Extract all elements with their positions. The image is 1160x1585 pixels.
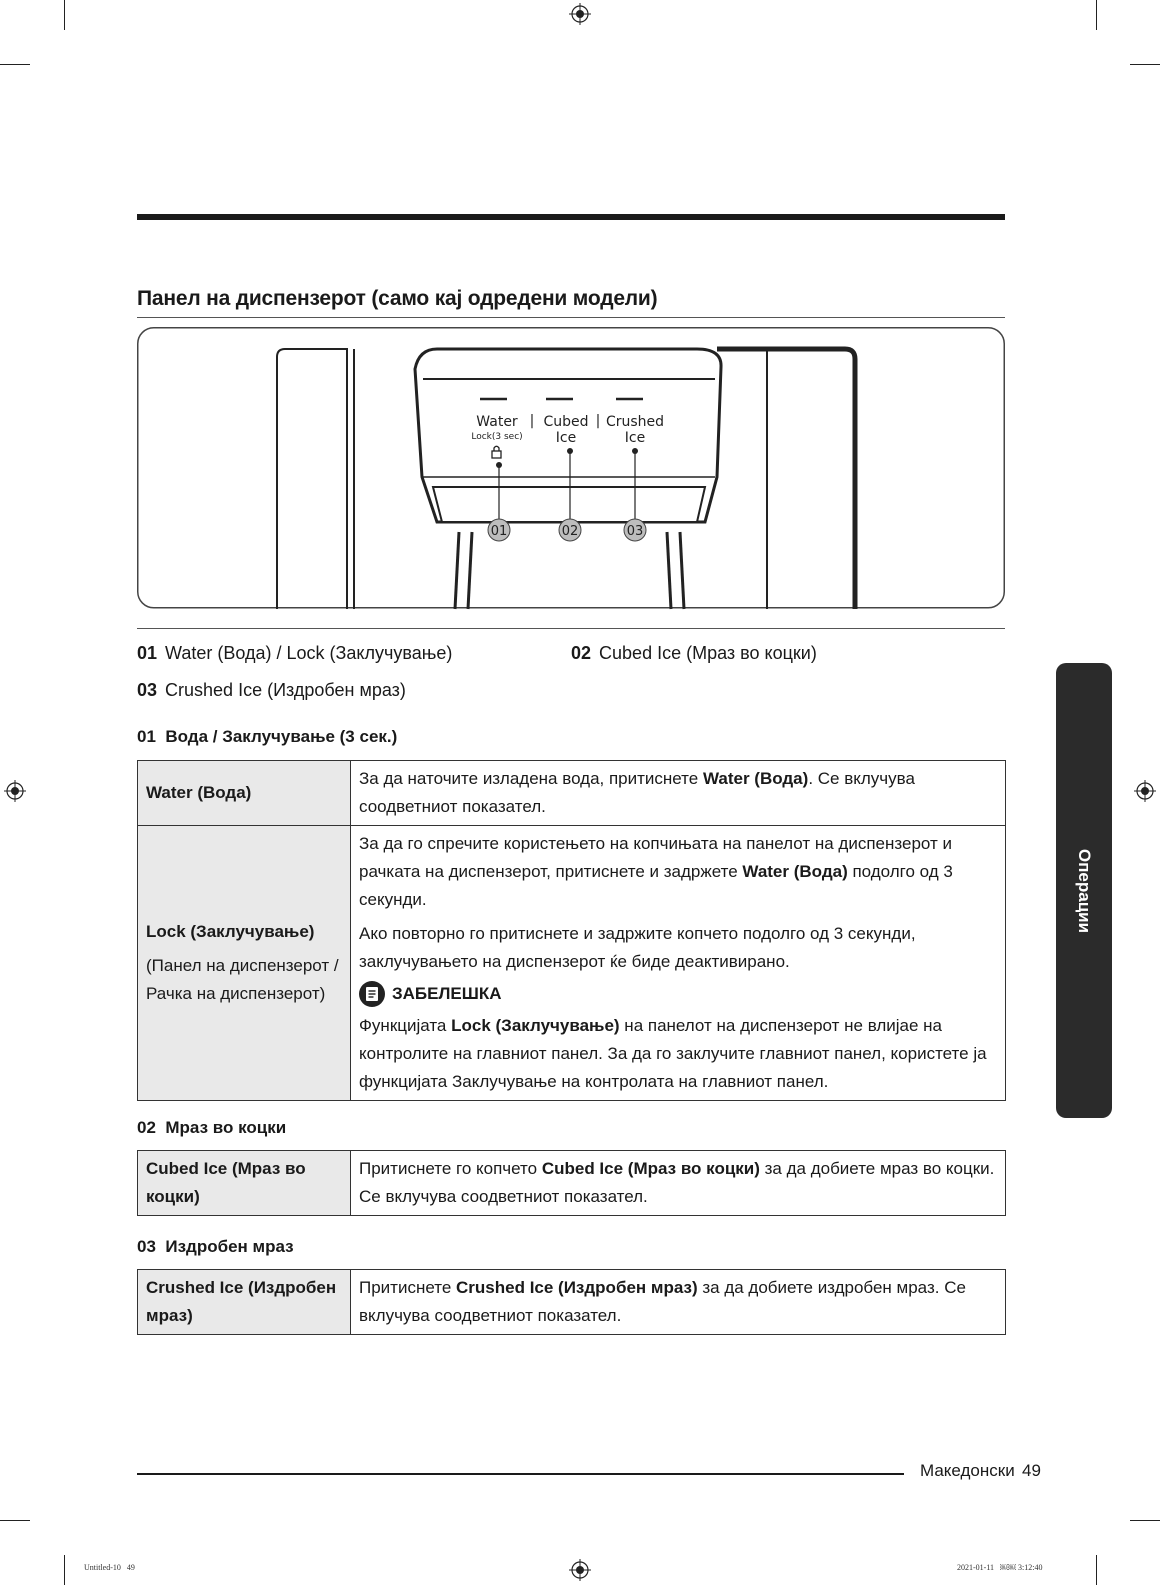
- table-value: За да го спречите користењето на копчињата на панелот на диспензерот и рачката на диспензерот, притиснете и задржете Water (Вода) подолго од 3 секунди. Ако повторно го притиснете и задржите копчето подолго од 3 секунди, заклучувањето на диспензерот ќе биде деактивирано. ЗАБЕЛЕШКА Функцијата Lock (Заклучување) на панелот на диспензерот не влијае на контролите на главниот панел. За да го заклучите главниот панел, користете ја функцијата Заклучување на контролата на главниот панел.: [351, 826, 1006, 1101]
- table-row: [138, 1270, 1006, 1335]
- section-heading-cubed-ice: 02 Мраз во коцки: [137, 1118, 287, 1137]
- button-label-cubed: Cubed: [543, 414, 589, 430]
- table-key: Water (Вода): [138, 761, 351, 826]
- svg-text:|: |: [529, 413, 535, 429]
- callout-01: [488, 519, 510, 541]
- button-label-crushed: Crushed: [605, 414, 665, 430]
- registration-mark-icon: [569, 1559, 591, 1581]
- table-value: Притиснете го копчето Cubed Ice (Мраз во коцки) за да добиете мраз во коцки. Се вклучува соодветниот показател.: [351, 1151, 1006, 1216]
- legend-item: [137, 643, 452, 664]
- crop-mark: [64, 0, 65, 30]
- footer-language: Македонски: [920, 1461, 1015, 1480]
- title-rule: [137, 317, 1005, 318]
- legend-text: Crushed Ice (Издробен мраз): [165, 680, 406, 700]
- table-value: Притиснете Crushed Ice (Издробен мраз) за да добиете издробен мраз. Се вклучува соодветниот показател.: [351, 1270, 1006, 1335]
- table-row: [138, 761, 1006, 826]
- print-slug-right: 2021-01-11 ￼￼ 3:12:40: [957, 1563, 1043, 1572]
- note-heading: ЗАБЕЛЕШКА: [359, 980, 997, 1008]
- figure-rule: [137, 628, 1005, 629]
- page-number: 49: [1022, 1461, 1041, 1480]
- registration-mark-icon: [1134, 780, 1156, 802]
- crop-mark: [64, 1555, 65, 1585]
- crop-mark: [0, 64, 30, 65]
- table-value: За да наточите изладена вода, притиснете Water (Вода). Се вклучува соодветниот показател.: [351, 761, 1006, 826]
- chapter-tab-label: Операции: [1075, 848, 1094, 933]
- svg-text:02: 02: [561, 524, 579, 539]
- button-sub-cubed: Ice: [555, 430, 577, 446]
- table-key: Lock (Заклучување) (Панел на диспензерот / Рачка на диспензерот): [138, 826, 351, 1101]
- crop-mark: [1096, 0, 1097, 30]
- svg-text:|: |: [595, 413, 601, 429]
- registration-mark-icon: [569, 3, 591, 25]
- crushed-ice-table: [137, 1269, 1006, 1335]
- registration-mark-icon: [4, 780, 26, 802]
- legend-num: 01: [137, 643, 158, 663]
- svg-text:03: 03: [626, 524, 644, 539]
- svg-text:01: 01: [490, 524, 508, 539]
- crop-mark: [1130, 64, 1160, 65]
- button-sub-water: Lock(3 sec): [471, 432, 523, 442]
- legend-num: 02: [571, 643, 592, 663]
- table-row: [138, 826, 1006, 1101]
- dispenser-panel-figure: [137, 327, 1005, 611]
- note-icon: [359, 981, 385, 1007]
- callout-02: [559, 519, 581, 541]
- chapter-side-tab: [1056, 663, 1112, 1118]
- water-lock-table: [137, 760, 1006, 1101]
- legend-item: [137, 680, 406, 701]
- callout-03: [624, 519, 646, 541]
- table-key: Crushed Ice (Издробен мраз): [138, 1270, 351, 1335]
- table-key: Cubed Ice (Мраз во коцки): [138, 1151, 351, 1216]
- legend-text: Cubed Ice (Мраз во коцки): [599, 643, 817, 663]
- table-row: [138, 1151, 1006, 1216]
- section-title: Панел на диспензерот (само кај одредени модели): [137, 287, 658, 310]
- section-heading-crushed-ice: 03 Издробен мраз: [137, 1237, 294, 1256]
- footer-rule: [137, 1473, 904, 1475]
- legend-num: 03: [137, 680, 158, 700]
- section-heading-water-lock: 01 Вода / Заклучување (3 сек.): [137, 727, 398, 746]
- header-rule: [137, 214, 1005, 220]
- button-label-water: Water: [476, 414, 518, 430]
- button-sub-crushed: Ice: [624, 430, 646, 446]
- cubed-ice-table: [137, 1150, 1006, 1216]
- crop-mark: [1096, 1555, 1097, 1585]
- crop-mark: [0, 1520, 30, 1521]
- crop-mark: [1130, 1520, 1160, 1521]
- legend-item: [571, 643, 817, 664]
- print-slug-left: Untitled-10 49: [84, 1563, 135, 1572]
- legend-text: Water (Вода) / Lock (Заклучување): [165, 643, 453, 663]
